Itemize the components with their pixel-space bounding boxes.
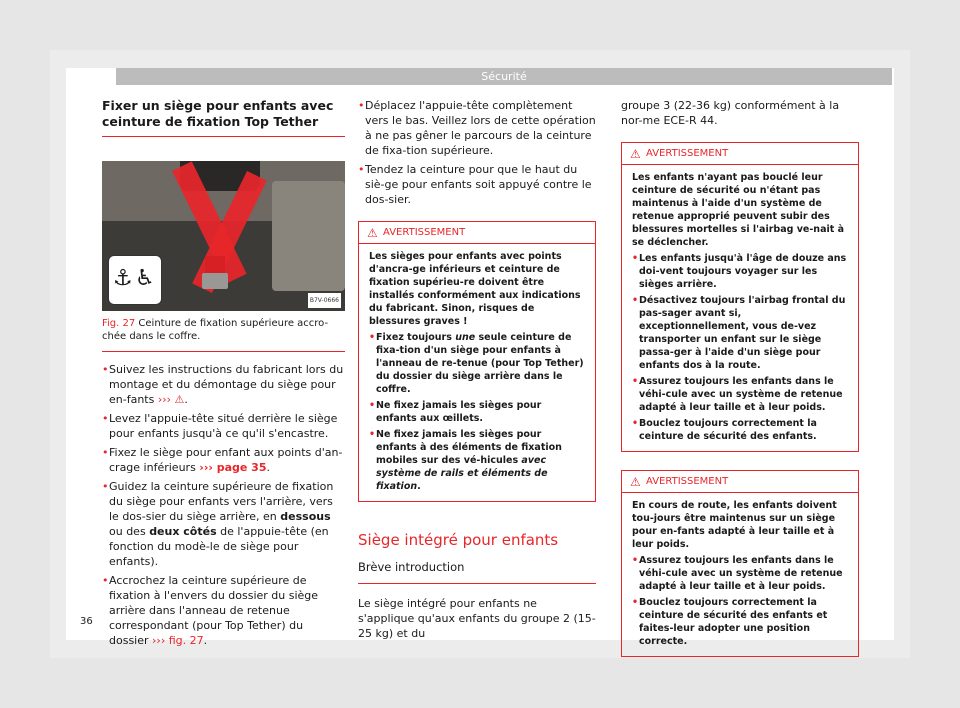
figure-ref-link[interactable]: ››› fig. 27 <box>152 634 204 647</box>
column-middle <box>358 98 596 641</box>
warning-intro: En cours de route, les enfants doivent tou-jours être maintenus sur un siège pour en-fants adapté à leur taille et à leur poids. <box>632 500 837 550</box>
list-item: • Fixez le siège pour enfant aux points d'an-crage inférieurs ››› page 35. <box>102 445 345 475</box>
figure-27 <box>102 161 345 352</box>
cross-ref-link[interactable]: ››› <box>157 393 172 406</box>
manual-page <box>66 68 894 647</box>
warning-intro: Les enfants n'ayant pas bouclé leur ceinture de sécurité ou n'étant pas maintenus à l'aide d'un système de retenue approprié peuvent subir des blessures mortelles si l'airbag ve-nait à se déclencher. <box>632 172 844 248</box>
warning-text: Ne fixez jamais les sièges pour enfants aux œillets. <box>376 400 542 424</box>
warning-title: AVERTISSEMENT <box>646 476 729 487</box>
warning-point: • Désactivez toujours l'airbag frontal du pas-sager avant si, exceptionnellement, vous de-vez transporter un enfant sur le siège passa-ger à l'aide d'un siège pour enfants dos à la route. <box>632 294 848 372</box>
column-left <box>102 98 345 648</box>
warning-point <box>369 399 585 425</box>
instruction-list <box>102 362 345 648</box>
list-item-text: Suivez les instructions du fabricant lors du montage et du démontage du siège pour en-fants <box>109 363 344 406</box>
list-item <box>358 98 596 158</box>
warning-point: • Assurez toujours les enfants dans le véhi-cule avec un système de retenue adapté à leur taille et à leur poids. <box>632 554 848 593</box>
figure-ref-code: B7V-0666 <box>308 293 341 308</box>
warning-text: . <box>417 481 421 492</box>
list-item <box>102 411 345 441</box>
warning-emphasis: une <box>455 332 476 343</box>
emphasis-text: deux côtés <box>149 525 217 538</box>
warning-emphasis: avec système de rails et éléments de fixation <box>376 455 548 492</box>
warning-text: seule ceinture de fixa-tion d'un siège pour enfants à l'anneau de re-tenue (pour Top Tether) du dossier du siège arrière dans le coffre. <box>376 332 584 395</box>
isofix-child-seat-icon <box>108 255 162 305</box>
warning-header <box>622 471 858 493</box>
section-header: Sécurité <box>116 68 892 85</box>
intro-paragraph-continued: groupe 3 (22-36 kg) conformément à la nor-me ECE-R 44. <box>621 99 840 127</box>
list-item-text: Guidez la ceinture supérieure de fixation du siège pour enfants vers l'arrière, vers le dos-sier du siège arrière, en <box>109 480 334 523</box>
warning-point: • Bouclez toujours correctement la ceinture de sécurité des enfants. <box>632 417 848 443</box>
warning-point <box>369 428 585 493</box>
figure-label: Fig. 27 <box>102 318 136 329</box>
list-item-text: de l'appuie-tête (en fonction du modè-le de siège pour enfants). <box>109 525 329 568</box>
warning-body <box>622 493 858 656</box>
page-sheet <box>50 50 910 658</box>
list-item <box>102 479 345 569</box>
warning-intro: Les sièges pour enfants avec points d'ancra-ge inférieurs et ceinture de fixation supérieu-re doivent être installés conformément aux indications du fabricant. Sinon, risques de blessures graves ! <box>369 251 581 327</box>
column-right <box>621 98 859 657</box>
warning-point: • Les enfants jusqu'à l'âge de douze ans doi-vent toujours voyager sur les sièges arrière. <box>632 252 848 291</box>
anchor-icon: ⚓ <box>113 266 133 291</box>
list-item-text: Fixez le siège pour enfant aux points d'an-crage inférieurs <box>109 446 343 474</box>
warning-box <box>621 470 859 657</box>
warning-body <box>622 165 858 451</box>
list-item-text: Déplacez l'appuie-tête complètement vers le bas. Veillez lors de cette opération à ne pas gêner le parcours de la ceinture de fixa-tion supérieure. <box>365 99 596 157</box>
warning-box <box>621 142 859 452</box>
page-ref-link[interactable]: ››› page 35 <box>199 461 267 474</box>
warning-title: AVERTISSEMENT <box>383 227 466 238</box>
warning-text: Fixez toujours <box>376 332 452 343</box>
list-item: • Suivez les instructions du fabricant lors du montage et du démontage du siège pour en-fants ››› ⚠. <box>102 362 345 407</box>
warning-triangle-icon: ⚠ <box>174 393 185 406</box>
list-item: • Accrochez la ceinture supérieure de fixation à l'envers du dossier du siège arrière dans l'anneau de retenue correspondant (pour Top Tether) du dossier ››› fig. 27. <box>102 573 345 648</box>
warning-box <box>358 221 596 502</box>
warning-triangle-icon: ⚠ <box>367 226 378 240</box>
figure-caption <box>102 317 345 343</box>
intro-paragraph: Le siège intégré pour enfants ne s'applique qu'aux enfants du groupe 2 (15-25 kg) et du <box>358 597 596 640</box>
figure-photo <box>102 161 345 311</box>
page-number: 36 <box>80 616 93 627</box>
subsection-title: Brève introduction <box>358 560 596 584</box>
warning-point <box>369 331 585 396</box>
figure-caption-text: Ceinture de fixation supérieure accro-chée dans le coffre. <box>102 318 329 342</box>
warning-triangle-icon: ⚠ <box>630 475 641 489</box>
list-item-text: ou des <box>109 525 146 538</box>
warning-point: • Assurez toujours les enfants dans le véhi-cule avec un système de retenue adapté à leur taille et à leur poids. <box>632 375 848 414</box>
list-item-text: Tendez la ceinture pour que le haut du siè-ge pour enfants soit appuyé contre le dos-sier. <box>365 163 592 206</box>
warning-body <box>359 244 595 501</box>
topic-title: Fixer un siège pour enfants avec ceinture de fixation Top Tether <box>102 98 345 137</box>
emphasis-text: dessous <box>280 510 331 523</box>
child-seat-icon: ♿ <box>135 266 155 291</box>
warning-header <box>359 222 595 244</box>
warning-point: • Bouclez toujours correctement la ceinture de sécurité des enfants et faites-leur adopter une position correcte. <box>632 596 848 648</box>
warning-header <box>622 143 858 165</box>
section-title: Siège intégré pour enfants <box>358 531 559 549</box>
list-item-text: Accrochez la ceinture supérieure de fixation à l'envers du dossier du siège arrière dans l'anneau de retenue correspondant (pour Top Tether) du dossier <box>109 574 319 647</box>
warning-title: AVERTISSEMENT <box>646 148 729 159</box>
warning-text: Ne fixez jamais les sièges pour enfants à des éléments de fixation mobiles sur des vé-hicules <box>376 429 562 466</box>
cargo-bag <box>272 181 345 291</box>
tether-hook <box>202 273 228 289</box>
caption-rule <box>102 351 345 352</box>
warning-triangle-icon: ⚠ <box>630 147 641 161</box>
list-item-text: Levez l'appuie-tête situé derrière le siège pour enfants jusqu'à ce qu'il s'encastre. <box>109 412 338 440</box>
list-item <box>358 162 596 207</box>
